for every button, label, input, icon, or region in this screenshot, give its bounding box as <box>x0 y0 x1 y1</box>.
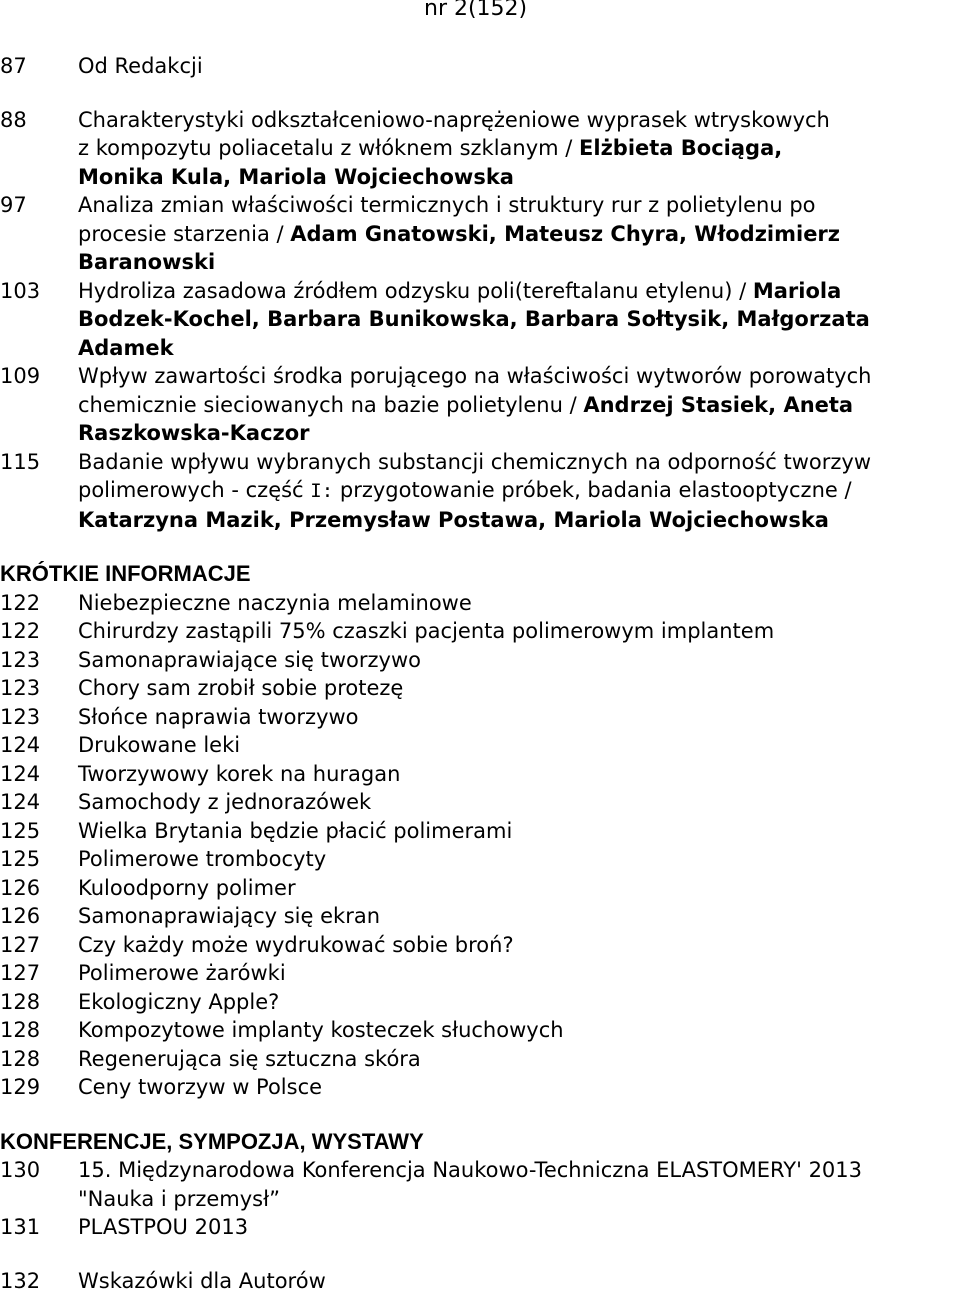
page-number: 125 <box>0 817 40 846</box>
entry-title: Od Redakcji <box>78 54 203 78</box>
toc-entry-short-news[interactable] <box>0 988 960 1017</box>
entry-title: Polimerowe żarówki <box>78 961 286 985</box>
article-authors: Elżbieta Bociąga, <box>579 136 782 160</box>
page-number: 132 <box>0 1267 40 1295</box>
page-number: 87 <box>0 52 27 81</box>
page-number: 88 <box>0 106 27 135</box>
toc-entry-short-news[interactable] <box>0 845 960 874</box>
page-number: 109 <box>0 362 40 391</box>
article-title: Charakterystyki odkształceniowo-naprężeniowe wyprasek wtryskowych <box>78 106 960 135</box>
entry-title: PLASTPOU 2013 <box>78 1213 960 1242</box>
page-number: 131 <box>0 1213 40 1242</box>
toc-entry-authors-guide[interactable] <box>0 1267 960 1295</box>
article-title: Analiza zmian właściwości termicznych i struktury rur z polietylenu po <box>78 191 960 220</box>
page-number: 127 <box>0 959 40 988</box>
toc-entry-short-news[interactable] <box>0 902 960 931</box>
article-title-cont: procesie starzenia / <box>78 222 290 246</box>
article-authors: Katarzyna Mazik, Przemysław Postawa, Mariola Wojciechowska <box>78 506 960 535</box>
entry-title: Słońce naprawia tworzywo <box>78 705 359 729</box>
page-number: 123 <box>0 703 40 732</box>
toc-entry-short-news[interactable] <box>0 931 960 960</box>
article-authors-cont: Bodzek-Kochel, Barbara Bunikowska, Barbara Sołtysik, Małgorzata <box>78 305 960 334</box>
toc-entry-short-news[interactable] <box>0 674 960 703</box>
entry-title: Ceny tworzyw w Polsce <box>78 1075 322 1099</box>
toc-entry-article[interactable] <box>0 362 960 448</box>
toc-entry-short-news[interactable] <box>0 646 960 675</box>
page-number: 123 <box>0 646 40 675</box>
toc-entry-article[interactable] <box>0 191 960 277</box>
entry-title: Kuloodporny polimer <box>78 876 296 900</box>
article-authors-cont: Baranowski <box>78 248 960 277</box>
page-number: 123 <box>0 674 40 703</box>
toc-entry-article[interactable] <box>0 277 960 363</box>
toc-entry-short-news[interactable] <box>0 1045 960 1074</box>
page-number: 130 <box>0 1156 40 1185</box>
page-number: 129 <box>0 1073 40 1102</box>
article-title: Badanie wpływu wybranych substancji chemicznych na odporność tworzyw <box>78 448 960 477</box>
article-authors-cont: Monika Kula, Mariola Wojciechowska <box>78 163 960 192</box>
page-number: 124 <box>0 760 40 789</box>
page-number: 122 <box>0 617 40 646</box>
entry-title: Samochody z jednorazówek <box>78 790 371 814</box>
entry-title: Wskazówki dla Autorów <box>78 1269 326 1293</box>
article-title-cont: z kompozytu poliacetalu z włóknem szklanym / <box>78 136 579 160</box>
toc-entry-short-news[interactable] <box>0 1073 960 1102</box>
toc-entry-short-news[interactable] <box>0 731 960 760</box>
toc-entry-short-news[interactable] <box>0 617 960 646</box>
page-number: 103 <box>0 277 40 306</box>
toc-entry-editorial[interactable] <box>0 52 960 81</box>
article-title-cont: przygotowanie próbek, badania elastooptyczne / <box>333 478 851 502</box>
entry-title: Niebezpieczne naczynia melaminowe <box>78 591 472 615</box>
toc-entry-short-news[interactable] <box>0 703 960 732</box>
page-number: 125 <box>0 845 40 874</box>
entry-title: Tworzywowy korek na huragan <box>78 762 400 786</box>
article-authors: Mariola <box>753 279 841 303</box>
toc-entry-short-news[interactable] <box>0 874 960 903</box>
short-news-list <box>0 589 960 1102</box>
page-number: 128 <box>0 1016 40 1045</box>
page-number: 124 <box>0 788 40 817</box>
toc-entry-conference[interactable] <box>0 1156 960 1213</box>
page-number: 126 <box>0 902 40 931</box>
entry-title: Kompozytowe implanty kosteczek słuchowych <box>78 1018 564 1042</box>
entry-title: Drukowane leki <box>78 733 240 757</box>
article-title-cont: polimerowych - część <box>78 478 310 502</box>
issue-number: nr 2(152) <box>424 0 527 21</box>
article-title-cont: chemicznie sieciowanych na bazie polietylenu / <box>78 393 583 417</box>
entry-title: Chory sam zrobił sobie protezę <box>78 676 403 700</box>
roman-numeral: I: <box>310 480 333 502</box>
entry-title: Samonaprawiające się tworzywo <box>78 648 421 672</box>
page-number: 128 <box>0 1045 40 1074</box>
entry-title: Chirurdzy zastąpili 75% czaszki pacjenta polimerowym implantem <box>78 619 774 643</box>
toc-entry-article[interactable] <box>0 106 960 192</box>
section-heading-short-news: KRÓTKIE INFORMACJE <box>0 560 960 589</box>
entry-title: 15. Międzynarodowa Konferencja Naukowo-Techniczna ELASTOMERY' 2013 <box>78 1156 960 1185</box>
entry-title: Regenerująca się sztuczna skóra <box>78 1047 421 1071</box>
toc-entry-short-news[interactable] <box>0 589 960 618</box>
entry-title: Czy każdy może wydrukować sobie broń? <box>78 933 514 957</box>
entry-title: Wielka Brytania będzie płacić polimerami <box>78 819 512 843</box>
article-title: Hydroliza zasadowa źródłem odzysku poli(tereftalanu etylenu) / <box>78 279 753 303</box>
page-number: 126 <box>0 874 40 903</box>
toc-entry-article[interactable] <box>0 448 960 535</box>
toc-entry-short-news[interactable] <box>0 788 960 817</box>
article-title: Wpływ zawartości środka porującego na właściwości wytworów porowatych <box>78 362 960 391</box>
section-heading-conferences: KONFERENCJE, SYMPOZJA, WYSTAWY <box>0 1128 960 1157</box>
entry-title: Polimerowe trombocyty <box>78 847 326 871</box>
article-authors-cont: Raszkowska-Kaczor <box>78 419 960 448</box>
page-number: 124 <box>0 731 40 760</box>
page-number: 97 <box>0 191 27 220</box>
article-authors-cont: Adamek <box>78 334 960 363</box>
page-number: 128 <box>0 988 40 1017</box>
table-of-contents <box>0 52 960 1295</box>
toc-entry-conference[interactable] <box>0 1213 960 1242</box>
page-number: 115 <box>0 448 40 477</box>
toc-entry-short-news[interactable] <box>0 760 960 789</box>
toc-entry-short-news[interactable] <box>0 1016 960 1045</box>
entry-title: Samonaprawiający się ekran <box>78 904 380 928</box>
article-authors: Adam Gnatowski, Mateusz Chyra, Włodzimierz <box>290 222 840 246</box>
page-number: 122 <box>0 589 40 618</box>
page-number: 127 <box>0 931 40 960</box>
article-authors: Andrzej Stasiek, Aneta <box>583 393 853 417</box>
toc-entry-short-news[interactable] <box>0 817 960 846</box>
entry-title-cont: "Nauka i przemysł” <box>78 1185 960 1214</box>
entry-title: Ekologiczny Apple? <box>78 990 279 1014</box>
toc-entry-short-news[interactable] <box>0 959 960 988</box>
